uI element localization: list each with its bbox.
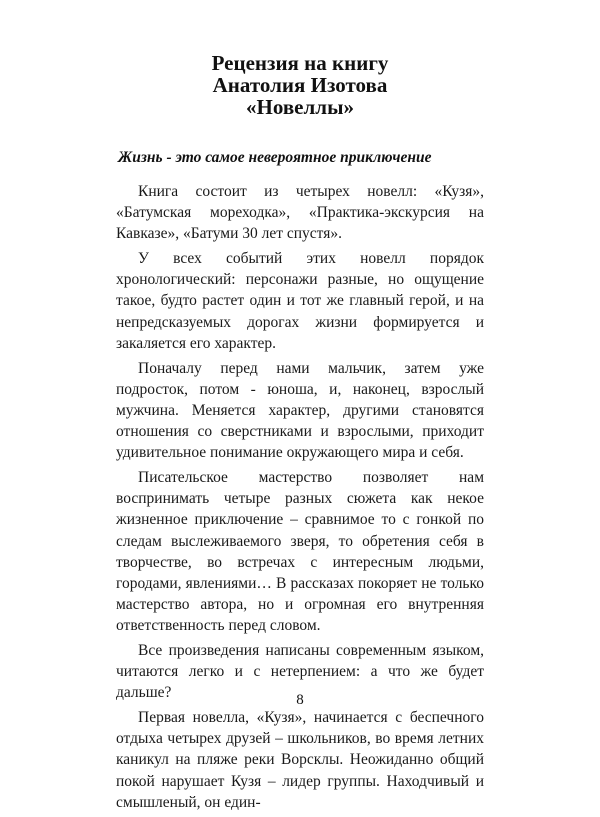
- title-line-3: «Новеллы»: [246, 95, 354, 119]
- body-text: [116, 181, 484, 817]
- paragraph-4: Писательское мастерство позволяет нам воспринимать четыре разных сюжета как некое жизненное приключение – сравнимое то с гонкой по следам выслеживаемого зверя, то обретения себя в творчестве, во встречах с интересным людьми, городами, явлениями… В рассказах покоряет не только мастерство автора, но и огромная его внутренняя ответственность перед словом.: [116, 469, 484, 634]
- paragraph-3: Поначалу перед нами мальчик, затем уже подросток, потом - юноша, и, наконец, взрослый мужчина. Меняется характер, другими становятся отношения со сверстниками и взрослыми, приходит удивительное понимание окружающего мира и себя.: [116, 359, 484, 462]
- title-line-1: Рецензия на книгу: [211, 51, 389, 75]
- page-title: [0, 52, 600, 118]
- paragraph-1: Книга состоит из четырех новелл: «Кузя», «Батумская мореходка», «Практика-экскурсия на Кавказе», «Батуми 30 лет спустя».: [116, 183, 484, 243]
- page-number: 8: [296, 692, 304, 708]
- paragraph-6: Первая новелла, «Кузя», начинается с беспечного отдыха четырех друзей – школьников, во время летних каникул на пляже реки Ворсклы. Неожиданно общий покой нарушает Кузя – лидер группы. Находчивый и смышленый, он един-: [116, 709, 484, 811]
- paragraph-2: У всех событий этих новелл порядок хронологический: персонажи разные, но ощущение такое, будто растет один и тот же главный герой, и на непредсказуемых дорогах жизни формируется и закаляется его характер.: [116, 250, 484, 352]
- section-subtitle: Жизнь - это самое невероятное приключение: [118, 149, 432, 166]
- title-line-2: Анатолия Изотова: [212, 73, 388, 97]
- paragraph-5: Все произведения написаны современным языком, читаются легко и с нетерпением: а что же будет дальше?: [116, 641, 484, 702]
